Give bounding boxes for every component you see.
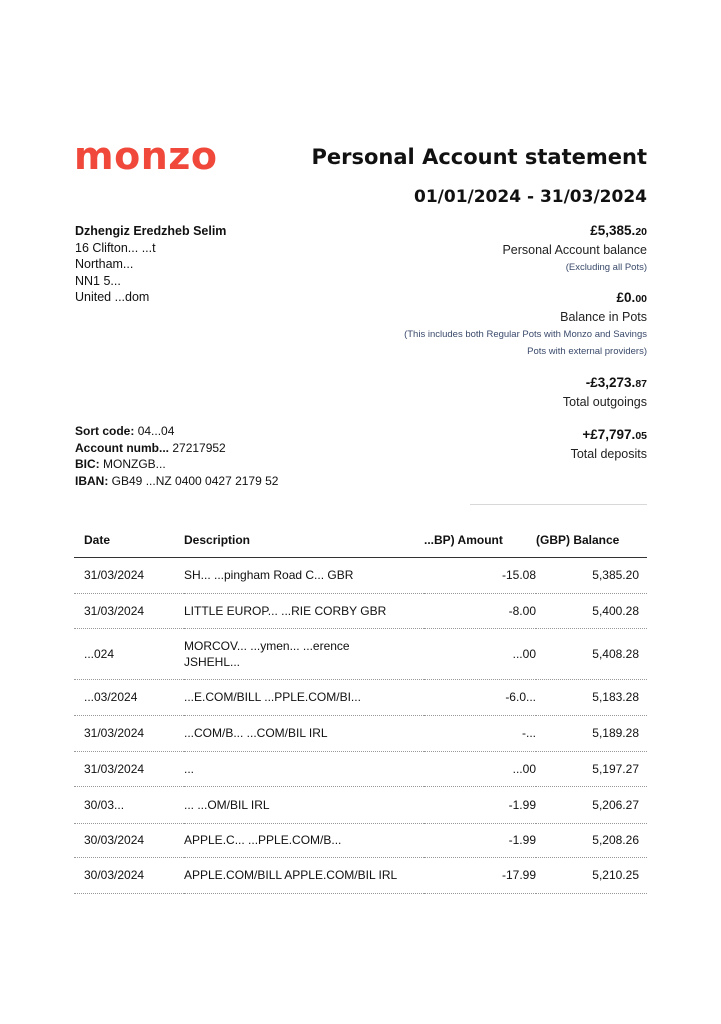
- row-description-line-1: MORCOV... ...ymen... ...erence: [184, 638, 350, 653]
- bank-details: [75, 423, 278, 489]
- row-amount: ...00: [424, 628, 536, 679]
- row-description: LITTLE EUROP... ...RIE CORBY GBR: [184, 593, 424, 628]
- account-balance-label: Personal Account balance: [502, 243, 647, 257]
- customer-address: [75, 223, 226, 306]
- column-header-balance: (GBP) Balance: [536, 527, 647, 557]
- row-amount: -17.99: [424, 857, 536, 893]
- sort-code-line: Sort code: 04...04: [75, 424, 175, 438]
- row-amount: -1.99: [424, 823, 536, 857]
- total-outgoings-amount: -£3,273.87: [585, 375, 647, 390]
- row-description-line-2: JSHEHL...: [184, 654, 241, 669]
- column-header-amount: ...BP) Amount: [424, 527, 536, 557]
- table-row: [74, 751, 647, 786]
- row-description: ...: [184, 751, 424, 786]
- row-balance: 5,210.25: [536, 857, 647, 893]
- table-row: [74, 593, 647, 628]
- account-balance-summary: [502, 222, 647, 276]
- row-amount: ...00: [424, 751, 536, 786]
- monzo-logo: monzo: [74, 134, 218, 178]
- table-row: [74, 786, 647, 823]
- row-date: 31/03/2024: [74, 557, 184, 593]
- pots-note-line-1: (This includes both Regular Pots with Monzo and Savings: [404, 329, 647, 340]
- row-description: SH... ...pingham Road C... GBR: [184, 557, 424, 593]
- transactions-table: [74, 527, 647, 894]
- pots-balance-summary: [404, 289, 647, 360]
- total-outgoings-summary: [563, 374, 647, 411]
- row-amount: -...: [424, 715, 536, 751]
- row-balance: 5,208.26: [536, 823, 647, 857]
- account-balance-amount: £5,385.20: [590, 223, 647, 238]
- total-deposits-amount: +£7,797.05: [582, 427, 647, 442]
- total-deposits-label: Total deposits: [570, 447, 647, 461]
- row-description: APPLE.C... ...PPLE.COM/B...: [184, 823, 424, 857]
- pots-balance-amount: £0.00: [616, 290, 647, 305]
- account-balance-note: (Excluding all Pots): [565, 262, 647, 273]
- row-description: [184, 628, 424, 679]
- row-balance: 5,197.27: [536, 751, 647, 786]
- address-line-2: Northam...: [75, 257, 134, 271]
- table-row: [74, 679, 647, 715]
- table-row: [74, 628, 647, 679]
- row-date: 31/03/2024: [74, 751, 184, 786]
- total-outgoings-label: Total outgoings: [562, 395, 647, 409]
- pots-note-line-2: Pots with external providers): [527, 346, 647, 357]
- table-row: [74, 823, 647, 857]
- row-balance: 5,189.28: [536, 715, 647, 751]
- address-line-1: 16 Clifton... ...t: [75, 240, 156, 255]
- row-balance: 5,206.27: [536, 786, 647, 823]
- row-amount: -6.0...: [424, 679, 536, 715]
- customer-name: Dzhengiz Eredzheb Selim: [75, 224, 227, 238]
- row-date: 31/03/2024: [74, 715, 184, 751]
- table-row: [74, 715, 647, 751]
- row-amount: -8.00: [424, 593, 536, 628]
- statement-period: 01/01/2024 - 31/03/2024: [414, 187, 647, 207]
- row-balance: 5,408.28: [536, 628, 647, 679]
- column-header-date: Date: [74, 527, 184, 557]
- row-date: 30/03/2024: [74, 857, 184, 893]
- column-header-description: Description: [184, 527, 424, 557]
- statement-title: Personal Account statement: [311, 145, 647, 169]
- row-date: 31/03/2024: [74, 593, 184, 628]
- address-line-4: United ...dom: [75, 290, 150, 304]
- pots-balance-label: Balance in Pots: [560, 310, 647, 324]
- row-description: ...E.COM/BILL ...PPLE.COM/BI...: [184, 679, 424, 715]
- iban-line: IBAN: GB49 ...NZ 0400 0427 2179 52: [75, 473, 279, 488]
- row-date: 30/03/2024: [74, 823, 184, 857]
- account-number-line: Account numb... 27217952: [75, 440, 226, 455]
- row-balance: 5,385.20: [536, 557, 647, 593]
- table-header-row: [74, 527, 647, 557]
- total-deposits-summary: [571, 426, 647, 463]
- row-date: ...024: [74, 628, 184, 679]
- address-line-3: NN1 5...: [75, 273, 121, 288]
- summary-divider: [470, 504, 647, 505]
- row-balance: 5,183.28: [536, 679, 647, 715]
- bic-line: BIC: MONZGB...: [75, 457, 166, 471]
- row-amount: -15.08: [424, 557, 536, 593]
- row-date: 30/03...: [74, 786, 184, 823]
- table-row: [74, 857, 647, 893]
- row-date: ...03/2024: [74, 679, 184, 715]
- row-description: ... ...OM/BIL IRL: [184, 786, 424, 823]
- table-row: [74, 557, 647, 593]
- row-description: APPLE.COM/BILL APPLE.COM/BIL IRL: [184, 857, 424, 893]
- row-balance: 5,400.28: [536, 593, 647, 628]
- row-amount: -1.99: [424, 786, 536, 823]
- row-description: ...COM/B... ...COM/BIL IRL: [184, 715, 424, 751]
